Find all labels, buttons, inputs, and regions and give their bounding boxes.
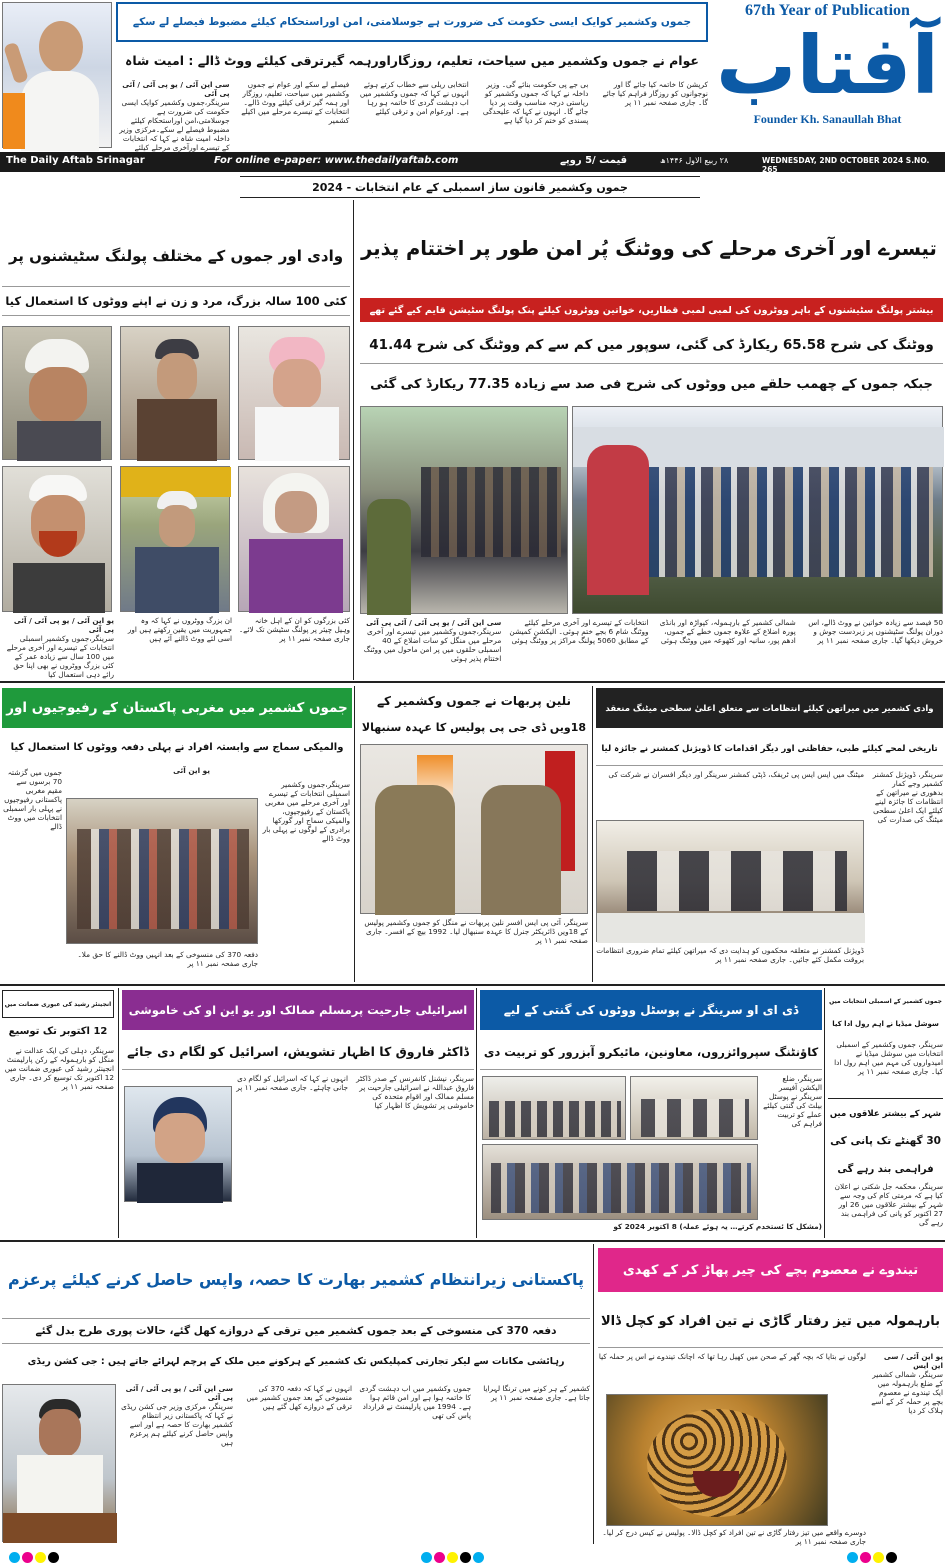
top-story-columns: سی این آئی / یو پی آئی / آئی پی آئی سرینگر،جموں وکشمیر کوایک ایسی حکومت کی ضرورت ہے جوسلامتی،امن اوراستحکام کیلئے مضبوط فیصلے لے سکے۔مرکزی وزیر داخلہ امیت شاہ نے کہا کہ انتخابات کے تیسرے اورآخری مرحلے کیلئے فیصلے لے سکے اور عوام نے جموں وکشمیر میں سیاحت، تعلیم، روزگار اور ہمہ گیر ترقی کیلئے ووٹ ڈالے۔ انتخابات کے تیسرے مرحلے میں اکیلے کشمیر انتخابی ریلی سے خطاب کرتے ہوئے انہوں نے کہا کہ جموں وکشمیر میں اب دہشت گردی کا خاتمہ ہو رہا ہے۔ اورعوام امن و ترقی کیلئے بی جے پی حکومت بنائے گی۔ وزیر داخلہ نے کہا کہ جموں وکشمیر کو ریاستی درجہ مناسب وقت پر دیا جائے گا۔ انہوں نے کہا کہ علیحدگی پسندی کو ختم کر دیا گیا ہے کرپشن کا خاتمہ کیا جائے گا اور نوجوانوں کو روزگار فراہم کیا جائے گا۔ جاری صفحہ نمبر ۱۱ پر bbox=[119, 80, 708, 152]
pok-subhead: دفعہ 370 کی منسوخی کے بعد جموں کشمیر میں ترقی کے دروازے کھل گئے، حالات پوری طرح بدل گئے bbox=[2, 1318, 590, 1344]
training-headline-1: ڈی ای او سرینگر نے پوسٹل ووٹوں کی گنتی کے لیے bbox=[480, 990, 822, 1030]
dgp-headline-2: 18ویں ڈی جی پی پولیس کا عہدہ سنبھالا bbox=[361, 720, 587, 734]
year-of-publication: 67th Year of Publication bbox=[745, 2, 910, 19]
pok-headline: پاکستانی زیرانتظام کشمیر بھارت کا حصہ، واپس حاصل کرنے کیلئے پرعزم bbox=[7, 1269, 585, 1289]
refugees-photo bbox=[66, 798, 258, 944]
meeting-headline: وادی کشمیر میں میراتھن کیلئے انتظامات سے متعلق اعلیٰ سطحی میٹنگ منعقد bbox=[596, 688, 943, 728]
dgp-text: سرینگر، آئی پی ایس افسر نلین پربھات نے منگل کو جموں وکشمیر پولیس کے 18ویں ڈائریکٹر جنرل کا عہدہ سنبھال لیا۔ 1992 بیچ کے افسر۔ جاری صفحہ نمبر ۱۱ پر bbox=[364, 918, 588, 945]
refugees-byline: یو این آئی bbox=[173, 766, 210, 775]
row-rule-2 bbox=[0, 984, 945, 986]
column-rule-2 bbox=[354, 686, 355, 982]
date-urdu: ۲۸ ربیع الاول ۱۴۴۶ھ bbox=[660, 156, 729, 165]
engineer-headline: انجینئر رشید کی عبوری ضمانت میں bbox=[2, 990, 114, 1018]
elder-photo-5 bbox=[120, 466, 230, 612]
leopard-text-right: یو این آئی / سی این ایس سرینگر، شمالی کشمیر کے ضلع بارہمولہ میں ایک تیندوے نے معصوم بچے پر حملہ کر کے اسے ہلاک کر دیا bbox=[871, 1352, 943, 1415]
voting-stat-2: جبکہ جموں کے چھمب حلقے میں ووٹوں کی شرح فی صد سے زیادہ 77.35 ریکارڈ کی گئی bbox=[370, 376, 933, 392]
water-headline-3: فراہمی بند رہے گی bbox=[837, 1163, 934, 1175]
elder-photo-1 bbox=[2, 326, 112, 460]
leopard-text-top: لوگوں نے بتایا کہ بچہ گھر کے صحن میں کھیل رہا تھا کہ اچانک تیندوے نے اس پر حملہ کیا bbox=[598, 1352, 866, 1361]
engineer-subhead: 12 اکتوبر تک توسیع bbox=[8, 1025, 108, 1037]
elder-photo-2 bbox=[120, 326, 230, 460]
leopard-subhead: بارہمولہ میں تیز رفتار گاڑی نے تین افراد کو کچل ڈالا bbox=[598, 1296, 943, 1348]
voting-queue-photo-2 bbox=[572, 406, 943, 614]
training-headline-2: کاؤنٹنگ سپروائزروں، معاونین، مائیکرو آبزرور کو تربیت دی bbox=[480, 1034, 822, 1070]
elder-photo-6 bbox=[238, 466, 350, 612]
info-bar bbox=[0, 152, 945, 172]
water-headline-1: شہر کے بیشتر علاقوں میں bbox=[829, 1108, 942, 1119]
voting-stat-1: ووٹنگ کی شرح 65.58 ریکارڈ کی گئی، سوپور میں کم سے کم ووٹنگ کی شرح 41.44 bbox=[360, 326, 943, 364]
refugees-text-left: جموں میں گزشتہ 70 برسوں سے مقیم مغربی پاکستانی رفیوجیوں نے پہلی بار اسمبلی انتخابات میں ووٹ ڈالے bbox=[3, 768, 62, 831]
social-text: سرینگر، جموں وکشمیر کے اسمبلی انتخابات میں سوشل میڈیا نے امیدواروں کی مہم میں اہم رول ادا کیا۔ جاری صفحہ نمبر ۱۱ پر bbox=[834, 1040, 943, 1076]
farooq-subhead: ڈاکٹر فاروق کا اظہار تشویش، اسرائیل کو لگام دی جائے bbox=[122, 1034, 474, 1070]
farooq-photo bbox=[124, 1086, 232, 1202]
logo-block bbox=[712, 2, 943, 148]
aftab-logo: آفتاب bbox=[716, 19, 939, 112]
column-rule bbox=[353, 200, 354, 680]
column-rule-4 bbox=[118, 988, 119, 1238]
elders-headline: وادی اور جموں کے مختلف پولنگ سٹیشنوں پر bbox=[8, 247, 344, 265]
kishan-reddy-photo bbox=[2, 1384, 116, 1542]
meeting-subhead: تاریخی لمحے کیلئے طبی، حفاظتی اور دیگر اقدامات کا ڈویژنل کمشنر نے جائزہ لیا bbox=[596, 732, 943, 766]
column-rule-7 bbox=[593, 1244, 594, 1544]
top-headline: جموں وکشمیر کوایک ایسی حکومت کی ضرورت ہے جوسلامتی، امن اوراستحکام کیلئے مضبوط فیصلے لے سکے bbox=[116, 2, 708, 42]
farooq-text-mid: انہوں نے کہا کہ اسرائیل کو لگام دی جانی چاہئے۔ جاری صفحہ نمبر ۱۱ پر bbox=[236, 1074, 348, 1092]
meeting-text-bottom: ڈویژنل کمشنر نے متعلقہ محکموں کو ہدایت دی کہ میراتھن کیلئے تمام ضروری انتظامات بروقت مکمل کئے جائیں۔ جاری صفحہ نمبر ۱۱ پر bbox=[596, 946, 864, 964]
meeting-text-right: سرینگر، ڈویژنل کمشنر کشمیر وجے کمار بدھوری نے میراتھن کے انتظامات کا جائزہ لینے کیلئے ایک اعلیٰ سطحی میٹنگ کی صدارت کی bbox=[872, 770, 943, 824]
elder-photo-4 bbox=[2, 466, 112, 612]
price: قیمت /5 روپے bbox=[560, 155, 628, 166]
row-rule-1 bbox=[0, 681, 945, 683]
column-rule-6 bbox=[824, 988, 825, 1238]
meeting-text-top: میٹنگ میں ایس ایس پی ٹریفک، ڈپٹی کمشنر سرینگر اور دیگر افسران نے شرکت کی bbox=[608, 770, 864, 779]
leopard-photo bbox=[606, 1394, 828, 1526]
social-headline-1: جموں کشمیر کے اسمبلی انتخابات میں bbox=[829, 997, 942, 1005]
refugees-headline-2: والمیکی سماج سے وابستہ افراد نے پہلی دفعہ ووٹوں کا استعمال کیا bbox=[10, 741, 344, 753]
water-headline-2: 30 گھنٹے تک پانی کی bbox=[830, 1135, 941, 1147]
social-water-rule bbox=[828, 1098, 943, 1099]
training-photo-1 bbox=[482, 1076, 626, 1140]
top-subhead: عوام نے جموں وکشمیر میں سیاحت، تعلیم، روزگاراورہمہ گیرترقی کیلئے ووٹ ڈالے : امیت شاہ bbox=[125, 52, 699, 68]
refugees-text-bottom: دفعہ 370 کی منسوخی کے بعد انہیں ووٹ ڈالنے کا حق ملا۔ جاری صفحہ نمبر ۱۱ پر bbox=[77, 950, 258, 968]
pok-quote: رہائشی مکانات سے لیکر تجارتی کمپلیکس تک کشمیر کے ہرکونے میں ملک کے پرچم لہرائے جاتے ہیں : جی کشن ریڈی bbox=[27, 1355, 565, 1367]
farooq-headline: اسرائیلی جارحیت پرمسلم ممالک اور یو این او کی خاموشی bbox=[122, 990, 474, 1030]
refugees-headline-1: جموں کشمیر میں مغربی پاکستان کے رفیوجیوں اور bbox=[2, 688, 352, 728]
election-banner: جموں وکشمیر قانون ساز اسمبلی کے عام انتخابات - 2024 bbox=[240, 176, 700, 198]
registration-marks-center bbox=[420, 1548, 520, 1562]
founder-line: Founder Kh. Sanaullah Bhat bbox=[753, 112, 902, 126]
training-caption: (مشکل کا ئستخدم کرتے… یہ ہوئے عملہ) 8 اکتوبر 2024 کو bbox=[613, 1222, 822, 1231]
registration-marks-left bbox=[8, 1548, 98, 1562]
leopard-text-bottom: دوسرے واقعے میں تیز رفتار گاڑی نے تین افراد کو کچل ڈالا۔ پولیس نے کیس درج کر لیا۔ جاری صفحہ نمبر ۱۱ پر bbox=[602, 1528, 866, 1546]
social-headline-2: سوشل میڈیا نے اہم رول ادا کیا bbox=[832, 1020, 939, 1028]
training-photo-3 bbox=[482, 1144, 758, 1220]
training-photo-2 bbox=[630, 1076, 758, 1140]
column-rule-3 bbox=[592, 686, 593, 982]
pok-columns: سی این آئی / یو پی آئی / آئی پی آئی سرینگر، مرکزی وزیر جی کشن ریڈی نے کہا کہ پاکستانی زیر انتظام کشمیر بھارت کا حصہ ہے اور اسے واپس حاصل کرنے کیلئے ہم پرعزم ہیں انہوں نے کہا کہ دفعہ 370 کی منسوخی کے بعد جموں کشمیر میں ترقی کے دروازے کھل گئے ہیں جموں وکشمیر میں اب دہشت گردی کا خاتمہ ہوا ہے اور امن قائم ہوا ہے۔ 1994 میں پارلیمنٹ نے قرارداد پاس کی تھی کشمیر کے ہر کونے میں ترنگا لہرایا جاتا ہے۔ جاری صفحہ نمبر ۱۱ پر bbox=[121, 1384, 590, 1447]
refugees-text-right: سرینگر،جموں وکشمیر اسمبلی انتخابات کے تیسرے اور آخری مرحلے میں مغربی پاکستان کے رفیوجیوں، والمیکی سماج اور گورکھا برادری کے لوگوں نے پہلی بار ووٹ ڈالے bbox=[262, 780, 350, 843]
row-rule-3 bbox=[0, 1240, 945, 1242]
dgp-headline-1: نلین پربھات نے جموں وکشمیر کے bbox=[377, 694, 572, 708]
voting-headline: تیسرے اور آخری مرحلے کی ووٹنگ پُر امن طور پر اختتام پذیر bbox=[361, 236, 937, 260]
elders-subhead: کئی 100 سالہ بزرگ، مرد و زن نے اپنے ووٹوں کا استعمال کیا bbox=[2, 286, 350, 316]
date-line: WEDNESDAY, 2ND OCTOBER 2024 S.NO. 265 bbox=[762, 156, 930, 174]
epaper-link[interactable]: For online e-paper: www.thedailyaftab.com bbox=[214, 155, 459, 166]
registration-marks-right bbox=[846, 1548, 936, 1562]
water-text: سرینگر، محکمہ جل شکتی نے اعلان کیا ہے کہ مرمتی کام کی وجہ سے شہر کے بیشتر علاقوں میں 26 اور 27 اکتوبر کو پانی کی فراہمی بند رہے گی bbox=[834, 1182, 943, 1227]
leopard-headline: تیندوے نے معصوم بچے کی چیر پھاڑ کر کے کھدی bbox=[598, 1248, 943, 1292]
column-rule-5 bbox=[476, 988, 477, 1238]
elders-columns: یو این آئی / یو پی آئی / آئی پی آئی سرینگر،جموں وکشمیر اسمبلی انتخابات کے تیسرے اور آخری مرحلے میں 100 سال سے زیادہ عمر کے کئی بزرگ ووٹروں نے بھی اپنا حق رائے دہی استعمال کیا ان بزرگ ووٹروں نے کہا کہ وہ جمہوریت میں یقین رکھتے ہیں اور اسی لئے ووٹ ڈالنے آئے ہیں کئی بزرگوں کو ان کے اہل خانہ وہیل چیئر پر پولنگ سٹیشن تک لائے۔ جاری صفحہ نمبر ۱۱ پر bbox=[6, 616, 350, 679]
farooq-text-right: سرینگر، نیشنل کانفرنس کے صدر ڈاکٹر فاروق عبداللہ نے اسرائیلی جارحیت پر مسلم ممالک اور اقوام متحدہ کی خاموشی پر تشویش کا اظہار کیا bbox=[356, 1074, 474, 1110]
voting-red-subhead: بیشتر پولنگ سٹیشنوں کے باہر ووٹروں کی لمبی لمبی قطاریں، خواتین ووٹروں کیلئے پنک پولنگ سٹیشن قایم کیے گئے تھے bbox=[360, 298, 943, 322]
voting-queue-photo-1 bbox=[360, 406, 568, 614]
training-text-right: سرینگر، ضلع الیکشن آفیسر سرینگر نے پوسٹل بیلٹ کی گنتی کیلئے عملے کو تربیت فراہم کی bbox=[763, 1074, 822, 1128]
elder-photo-3 bbox=[238, 326, 350, 460]
dgp-photo bbox=[360, 744, 588, 914]
paper-name: The Daily Aftab Srinagar bbox=[6, 155, 145, 166]
meeting-photo bbox=[596, 820, 864, 942]
engineer-text: سرینگر، دہلی کی ایک عدالت نے منگل کو بارہمولہ کے رکن پارلیمنٹ انجینئر رشید کی عبوری ضمانت میں 12 اکتوبر تک توسیع کر دی۔ جاری صفحہ نمبر ۱۱ پر bbox=[4, 1046, 114, 1091]
amit-shah-photo bbox=[2, 2, 112, 148]
masthead bbox=[0, 0, 945, 152]
voting-columns: سی این آئی / یو پی آئی / آئی پی آئی سرینگر،جموں وکشمیر میں تیسرے اور آخری مرحلے میں منگل کو سات اضلاع کے 40 اسمبلی حلقوں میں پر امن ماحول میں ووٹنگ اختتام پذیر ہوئی انتخابات کے تیسرے اور آخری مرحلے کیلئے ووٹنگ شام 6 بجے ختم ہوئی۔ الیکشن کمیشن کے مطابق 5060 پولنگ مراکز پر ووٹنگ ہوئی شمالی کشمیر کے بارہمولہ، کپواڑہ اور بانڈی پورہ اضلاع کے علاوہ جموں خطے کے جموں، ادھم پور، سانبہ اور کٹھوعہ میں ووٹنگ ہوئی 50 فیصد سے زیادہ خواتین نے ووٹ ڈالے، اس دوران پولنگ سٹیشنوں پر زبردست جوش و خروش دیکھا گیا۔ جاری صفحہ نمبر ۱۱ پر bbox=[363, 618, 943, 663]
